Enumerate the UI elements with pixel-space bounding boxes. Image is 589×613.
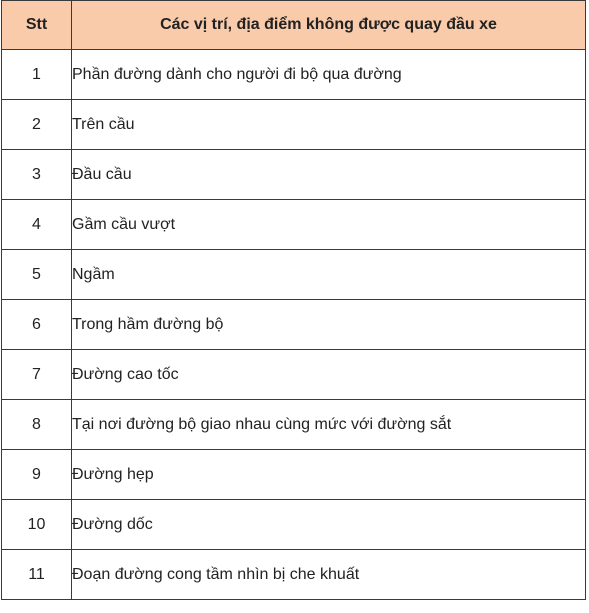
header-location: Các vị trí, địa điểm không được quay đầu xe (72, 1, 586, 50)
row-location: Phần đường dành cho người đi bộ qua đường (72, 50, 586, 100)
table-row (2, 50, 586, 100)
table-row (2, 450, 586, 500)
row-stt: 8 (2, 400, 72, 450)
row-stt: 5 (2, 250, 72, 300)
row-stt: 3 (2, 150, 72, 200)
table-row (2, 400, 586, 450)
table-row (2, 500, 586, 550)
row-stt: 10 (2, 500, 72, 550)
row-location: Gầm cầu vượt (72, 200, 586, 250)
row-location: Trên cầu (72, 100, 586, 150)
no-u-turn-locations-table (1, 0, 586, 600)
row-location: Đường dốc (72, 500, 586, 550)
row-location: Tại nơi đường bộ giao nhau cùng mức với đường sắt (72, 400, 586, 450)
row-stt: 4 (2, 200, 72, 250)
table-row (2, 350, 586, 400)
table-row (2, 150, 586, 200)
table-row (2, 250, 586, 300)
row-location: Ngầm (72, 250, 586, 300)
row-location: Đoạn đường cong tầm nhìn bị che khuất (72, 550, 586, 600)
table-row (2, 300, 586, 350)
row-stt: 1 (2, 50, 72, 100)
row-stt: 6 (2, 300, 72, 350)
row-stt: 9 (2, 450, 72, 500)
table-row (2, 200, 586, 250)
table-header (2, 1, 586, 50)
row-location: Đường hẹp (72, 450, 586, 500)
table-row (2, 550, 586, 600)
table-row (2, 100, 586, 150)
row-location: Đường cao tốc (72, 350, 586, 400)
row-stt: 11 (2, 550, 72, 600)
row-location: Đầu cầu (72, 150, 586, 200)
row-location: Trong hầm đường bộ (72, 300, 586, 350)
header-stt: Stt (2, 1, 72, 50)
table-body (2, 50, 586, 600)
header-row (2, 1, 586, 50)
row-stt: 7 (2, 350, 72, 400)
row-stt: 2 (2, 100, 72, 150)
